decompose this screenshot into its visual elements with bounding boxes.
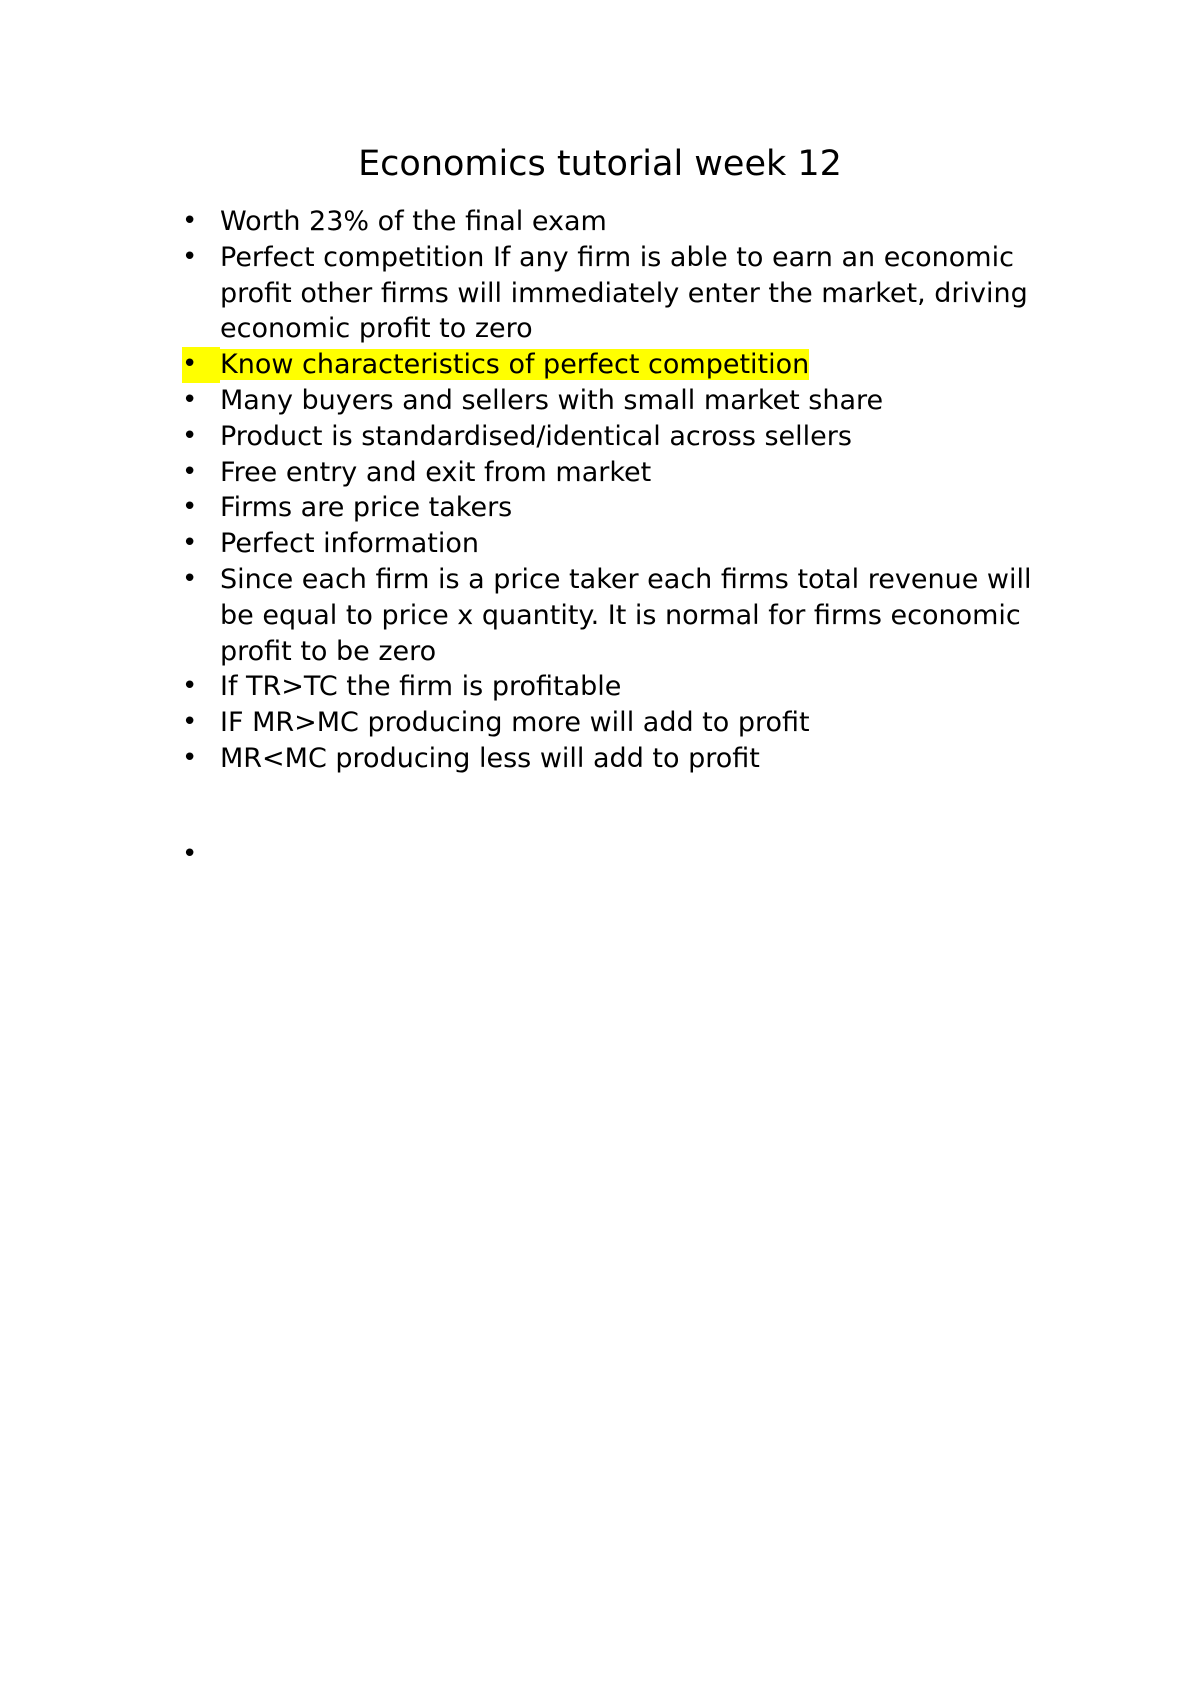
- bullet-icon: •: [182, 420, 198, 451]
- list-item: [182, 562, 1062, 669]
- bullet-icon: •: [182, 671, 198, 702]
- bullet-icon: •: [182, 563, 198, 594]
- highlighted-text: Know characteristics of perfect competition: [220, 349, 810, 381]
- bullet-icon: •: [182, 742, 198, 773]
- list-item-text: Many buyers and sellers with small market share: [220, 384, 884, 416]
- list-item: [182, 741, 1062, 777]
- bullet-icon: •: [182, 528, 198, 559]
- list-item-text: IF MR>MC producing more will add to profit: [220, 707, 810, 739]
- bullet-icon: •: [182, 492, 198, 523]
- bullet-icon: •: [182, 707, 198, 738]
- list-item-highlighted: [182, 347, 1062, 383]
- list-item: [182, 669, 1062, 705]
- list-item-text: Firms are price takers: [220, 492, 513, 524]
- bullet-icon: •: [182, 384, 198, 415]
- bullet-icon: •: [182, 241, 198, 272]
- bullet-list: [182, 204, 1062, 873]
- bullet-icon: •: [182, 347, 220, 383]
- list-item-text: Since each firm is a price taker each firms total revenue will be equal to price x quantity. It is normal for firms economic profit to be zero: [220, 563, 1032, 667]
- list-item-text: Worth 23% of the final exam: [220, 206, 607, 237]
- list-item: [182, 705, 1062, 741]
- list-item-text: Perfect information: [220, 528, 479, 560]
- list-item: [182, 383, 1062, 419]
- bullet-icon: •: [182, 838, 198, 869]
- list-item-text: If TR>TC the firm is profitable: [220, 671, 622, 703]
- list-item: [182, 490, 1062, 526]
- document-title: Economics tutorial week 12: [358, 144, 842, 184]
- list-item-text: Free entry and exit from market: [220, 456, 652, 488]
- list-item: [182, 419, 1062, 455]
- list-item: [182, 204, 1062, 240]
- list-item-text: MR<MC producing less will add to profit: [220, 742, 760, 774]
- list-item: [182, 526, 1062, 562]
- list-item: [182, 455, 1062, 491]
- list-item: [182, 240, 1062, 347]
- list-item-text: Product is standardised/identical across sellers: [220, 420, 852, 452]
- bullet-icon: •: [182, 456, 198, 487]
- list-item-empty: [182, 837, 1062, 873]
- list-item-text: Perfect competition If any firm is able to earn an economic profit other firms will immediately enter the market, driving economic profit to zero: [220, 241, 1028, 345]
- bullet-icon: •: [182, 206, 198, 236]
